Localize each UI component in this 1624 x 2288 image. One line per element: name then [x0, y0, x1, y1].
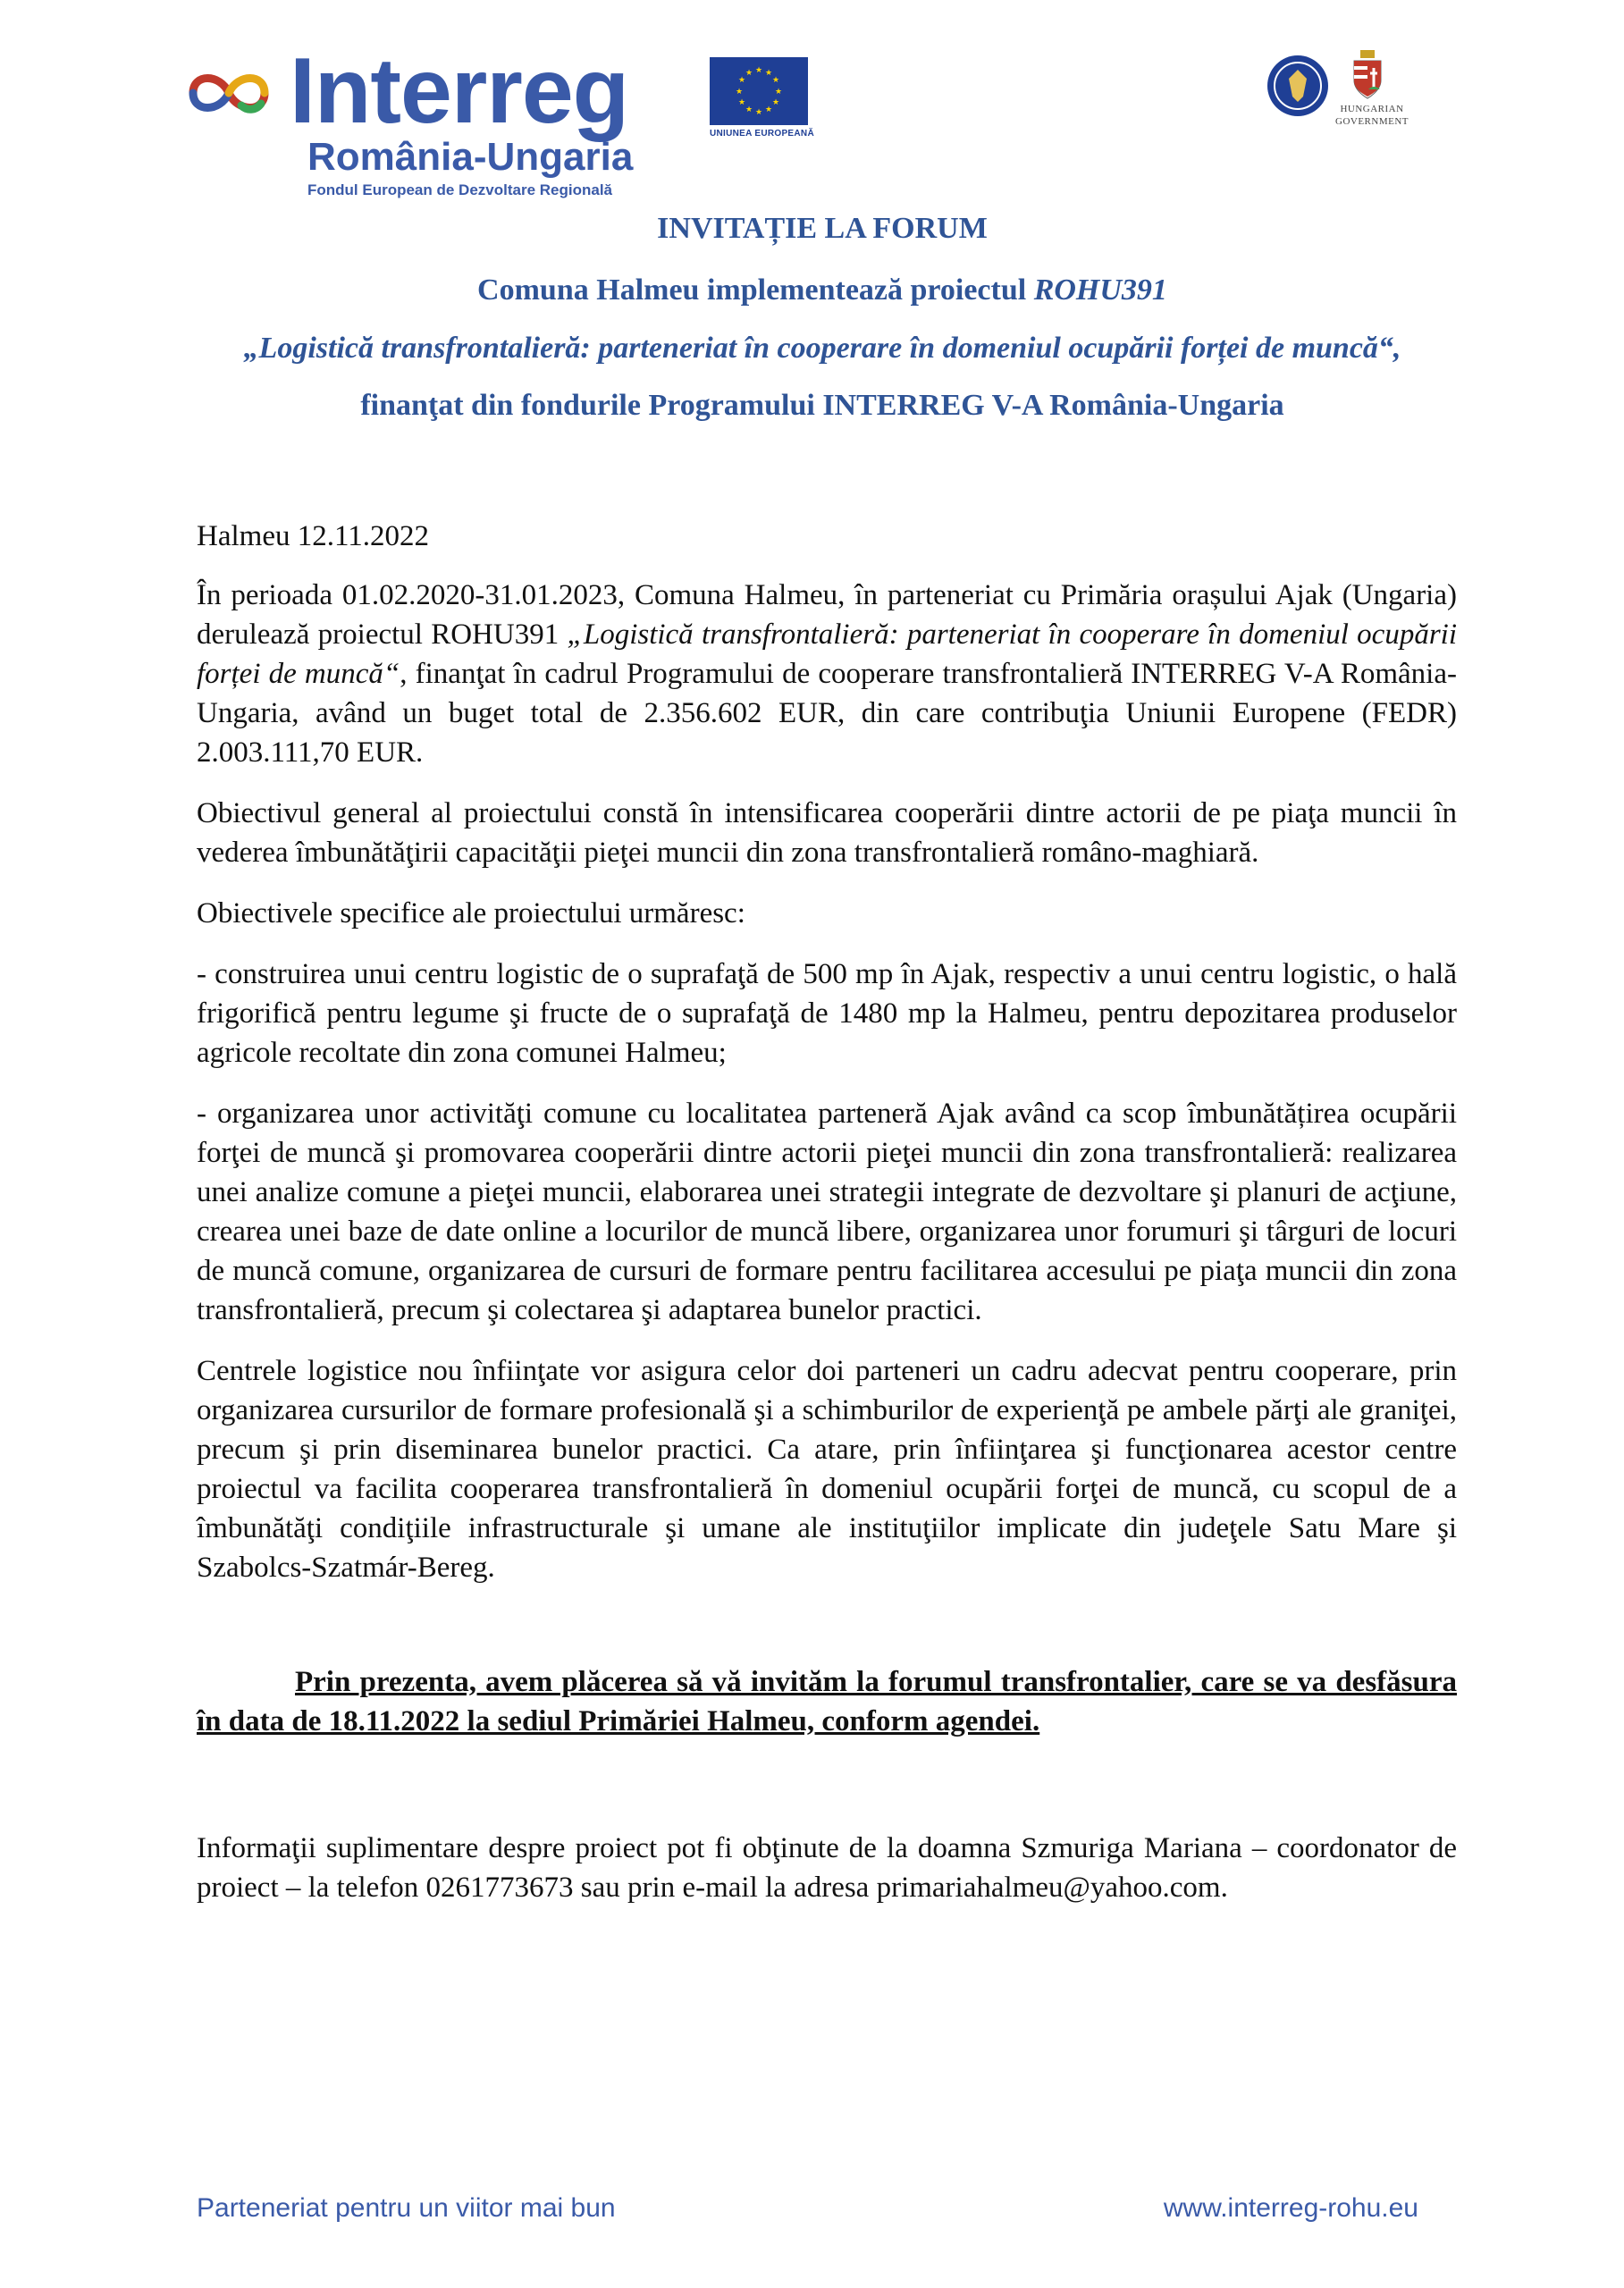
hungarian-government-crest-icon: [1351, 50, 1384, 100]
interreg-fund-name: Fondul European de Dezvoltare Regională: [307, 181, 612, 198]
hungarian-government-label: [1332, 104, 1412, 129]
svg-text:★: ★: [737, 76, 746, 85]
svg-text:★: ★: [745, 105, 753, 114]
hu-gov-line1: HUNGARIAN: [1340, 104, 1404, 114]
heading-project-line: [179, 273, 1466, 309]
document-heading: [179, 211, 1466, 425]
romanian-government-seal-icon: [1266, 54, 1330, 118]
interreg-wordmark: Interreg: [290, 39, 629, 143]
svg-text:★: ★: [754, 66, 763, 75]
heading-project-prefix: Comuna Halmeu implementează proiectul: [477, 273, 1034, 307]
svg-text:★: ★: [754, 108, 763, 117]
intro-part-a: În perioada 01.02.2020-31.01.2023, Comuna Halmeu, în parteneriat cu Primăria orașului Ajak (Ungaria) derulează proiectul ROHU391: [197, 579, 1457, 651]
paragraph-objective-logistics: - construirea unui centru logistic de o suprafaţă de 500 mp în Ajak, respectiv a unui centru logistic, o hală frigorifică pentru legume şi fructe de o suprafaţă de 1480 mp la Halmeu, pentru depozitarea produselor agricole recoltate din zona comunei Halmeu;: [197, 958, 1457, 1069]
paragraph-specific-objectives-lead: Obiectivele specifice ale proiectului urmăresc:: [197, 897, 745, 930]
heading-funding: finanţat din fondurile Programului INTERREG V-A România-Ungaria: [360, 389, 1284, 423]
header-logos: [175, 39, 1418, 202]
paragraph-logistics-centres: Centrele logistice nou înfiinţate vor asigura celor doi parteneri un cadru adecvat pentru cooperare, prin organizarea cursurilor de formare profesională şi a schimburilor de experienţă pe ambele părţi ale graniţei, precum şi prin diseminarea bunelor practici. Ca atare, prin înfiinţarea şi funcţionarea acestor centre proiectul va facilita cooperarea transfrontalieră în domeniul ocupării forţei de muncă, cu scopul de a îmbunătăţi condiţiile infrastructurale şi umane ale instituţiilor implicate din judeţele Satu Mare şi Szabolcs-Szatmár-Bereg.: [197, 1355, 1457, 1584]
intro-project-title: „Logistică transfrontalieră: parteneriat în cooperare în domeniul ocupării forței de muncă“: [197, 618, 1458, 690]
footer-slogan: Parteneriat pentru un viitor mai bun: [197, 2193, 616, 2223]
svg-text:★: ★: [764, 105, 773, 114]
paragraph-objective-activities: - organizarea unor activităţi comune cu localitatea parteneră Ajak având ca scop îmbunătățirea ocupării forţei de muncă şi promovarea cooperării dintre actorii pieţei muncii din zona transfrontalieră: realizarea unei analize comune a pieţei muncii, elaborarea unei strategii integrate de dezvoltare şi planuri de acţiune, crearea unei baze de date online a locurilor de muncă libere, organizarea unor forumuri şi târguri de locuri de muncă comune, organizarea de cursuri de formare pentru facilitarea accesului pe piaţa muncii din zona transfrontalieră, precum şi colectarea şi adaptarea bunelor practici.: [197, 1098, 1457, 1326]
heading-title: INVITAȚIE LA FORUM: [657, 212, 988, 245]
heading-project-title: „Logistică transfrontalieră: parteneriat în cooperare în domeniul ocupării forței de muncă“,: [243, 331, 1401, 365]
eu-caption: UNIUNEA EUROPEANĂ: [710, 129, 814, 139]
hu-gov-line2: GOVERNMENT: [1335, 115, 1409, 127]
interreg-region: România-Ungaria: [307, 135, 634, 179]
paragraph-contact-info: Informaţii suplimentare despre proiect pot fi obţinute de la doamna Szmuriga Mariana – coordonator de proiect – la telefon 0261773673 sau prin e-mail la adresa primariahalmeu@yahoo.com.: [197, 1832, 1457, 1904]
eu-flag-icon: [710, 57, 808, 125]
svg-text:★: ★: [737, 98, 746, 107]
svg-text:★: ★: [764, 69, 773, 78]
svg-text:★: ★: [735, 88, 744, 97]
svg-text:★: ★: [771, 98, 780, 107]
heading-project-code: ROHU391: [1033, 273, 1167, 307]
interreg-logo-icon: [175, 57, 282, 129]
svg-text:★: ★: [771, 76, 780, 85]
document-date: Halmeu 12.11.2022: [197, 520, 429, 552]
intro-part-b: , finanţat în cadrul Programului de cooperare transfrontalieră INTERREG V-A România-Ungaria, având un buget total de 2.356.602 EUR, din care contribuţia Uniunii Europene (FEDR) 2.003.111,70 EUR.: [197, 658, 1457, 769]
paragraph-invitation: Prin prezenta, avem plăcerea să vă invităm la forumul transfrontalier, care se va desfăsura în data de 18.11.2022 la sediul Primăriei Halmeu, conform agendei.: [197, 1666, 1457, 1737]
paragraph-intro: [197, 576, 1457, 772]
document-body: [197, 517, 1457, 1929]
paragraph-general-objective: Obiectivul general al proiectului constă în intensificarea cooperării dintre actorii de pe piaţa muncii în vederea îmbunătăţirii capacităţii pieţei muncii din zona transfrontalieră româno-maghiară.: [197, 797, 1457, 869]
footer-website-link[interactable]: www.interreg-rohu.eu: [1163, 2193, 1418, 2223]
svg-text:★: ★: [745, 69, 753, 78]
svg-text:★: ★: [774, 88, 783, 97]
